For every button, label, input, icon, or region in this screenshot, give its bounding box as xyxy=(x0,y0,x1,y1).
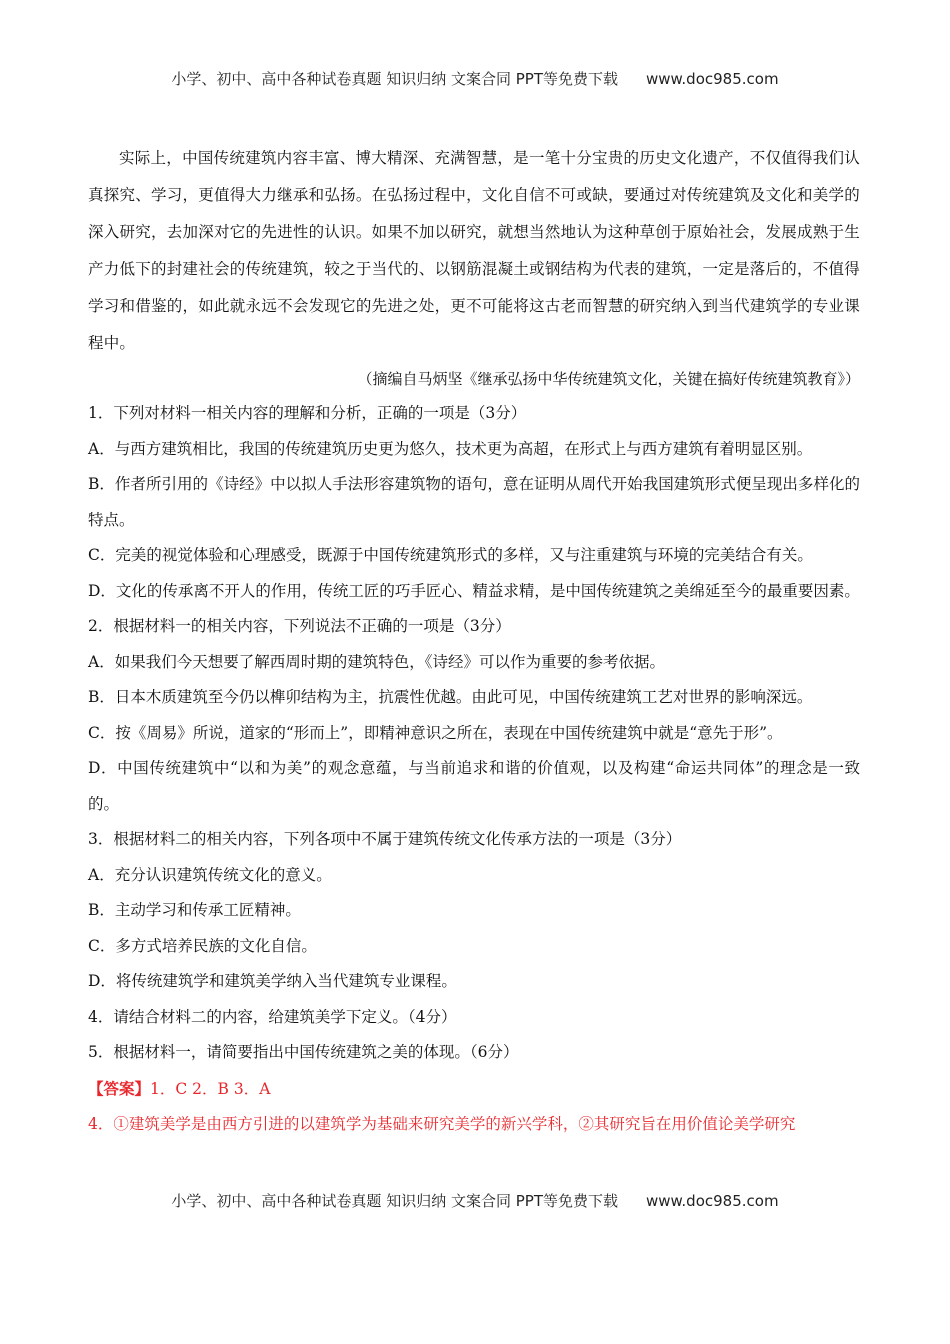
question-3-option-d: D．将传统建筑学和建筑美学纳入当代建筑专业课程。 xyxy=(88,972,457,990)
question-1-option-b: B．作者所引用的《诗经》中以拟人手法形容建筑物的语句，意在证明从周代开始我国建筑形式便呈现出多样化的特点。 xyxy=(88,475,860,529)
header-text: 小学、初中、高中各种试卷真题 知识归纳 文案合同 PPT等免费下载 xyxy=(171,70,618,88)
question-4-stem: 4．请结合材料二的内容，给建筑美学下定义。（4分） xyxy=(88,1007,457,1026)
question-3-option-c: C．多方式培养民族的文化自信。 xyxy=(88,936,317,955)
footer-site-link[interactable]: www.doc985.com xyxy=(645,1192,779,1210)
question-3-option-b: B．主动学习和传承工匠精神。 xyxy=(88,901,301,919)
question-2-option-c: C．按《周易》所说，道家的“形而上”，即精神意识之所在，表现在中国传统建筑中就是“意先于形”。 xyxy=(88,723,783,742)
question-1-option-d: D．文化的传承离不开人的作用，传统工匠的巧手匠心、精益求精，是中国传统建筑之美绵延至今的最重要因素。 xyxy=(88,581,860,600)
footer-text: 小学、初中、高中各种试卷真题 知识归纳 文案合同 PPT等免费下载 xyxy=(171,1192,618,1210)
question-1-option-a: A．与西方建筑相比，我国的传统建筑历史更为悠久，技术更为高超，在形式上与西方建筑有着明显区别。 xyxy=(88,439,813,458)
question-5-stem: 5．根据材料一，请简要指出中国传统建筑之美的体现。（6分） xyxy=(88,1043,519,1061)
question-2-option-b: B．日本木质建筑至今仍以榫卯结构为主，抗震性优越。由此可见，中国传统建筑工艺对世界的影响深远。 xyxy=(88,688,813,706)
header-site-link[interactable]: www.doc985.com xyxy=(645,70,779,88)
document-body xyxy=(88,140,860,1143)
question-2-option-d: D．中国传统建筑中“以和为美”的观念意蕴，与当前追求和谐的价值观，以及构建“命运共同体”的理念是一致的。 xyxy=(88,759,860,813)
answer-choices: 1．C 2．B 3．A xyxy=(150,1079,271,1098)
question-2-option-a: A．如果我们今天想要了解西周时期的建筑特色，《诗经》可以作为重要的参考依据。 xyxy=(88,652,665,671)
passage-source: （摘编自马炳坚《继承弘扬中华传统建筑文化，关键在搞好传统建筑教育》） xyxy=(357,370,860,388)
question-3-option-a: A．充分认识建筑传统文化的意义。 xyxy=(88,865,332,884)
passage-paragraph: 实际上，中国传统建筑内容丰富、博大精深、充满智慧，是一笔十分宝贵的历史文化遗产，不仅值得我们认真探究、学习，更值得大力继承和弘扬。在弘扬过程中，文化自信不可或缺，要通过对传统建筑及文化和美学的深入研究，去加深对它的先进性的认识。如果不加以研究，就想当然地认为这种草创于原始社会，发展成熟于生产力低下的封建社会的传统建筑，较之于当代的、以钢筋混凝土或钢结构为代表的建筑，一定是落后的，不值得学习和借鉴的，如此就永远不会发现它的先进之处，更不可能将这古老而智慧的研究纳入到当代建筑学的专业课程中。 xyxy=(88,149,860,352)
question-2-stem: 2．根据材料一的相关内容，下列说法不正确的一项是（3分） xyxy=(88,617,511,635)
page-header xyxy=(0,68,950,89)
answer-line xyxy=(88,1071,860,1108)
question-1-stem: 1．下列对材料一相关内容的理解和分析，正确的一项是（3分） xyxy=(88,404,527,422)
answer-q4: 4．①建筑美学是由西方引进的以建筑学为基础来研究美学的新兴学科，②其研究旨在用价值论美学研究 xyxy=(88,1115,796,1133)
question-3-stem: 3．根据材料二的相关内容，下列各项中不属于建筑传统文化传承方法的一项是（3分） xyxy=(88,830,682,848)
answer-tag: 【答案】 xyxy=(88,1078,151,1098)
page-footer xyxy=(0,1190,950,1211)
question-1-option-c: C．完美的视觉体验和心理感受，既源于中国传统建筑形式的多样，又与注重建筑与环境的完美结合有关。 xyxy=(88,546,813,564)
